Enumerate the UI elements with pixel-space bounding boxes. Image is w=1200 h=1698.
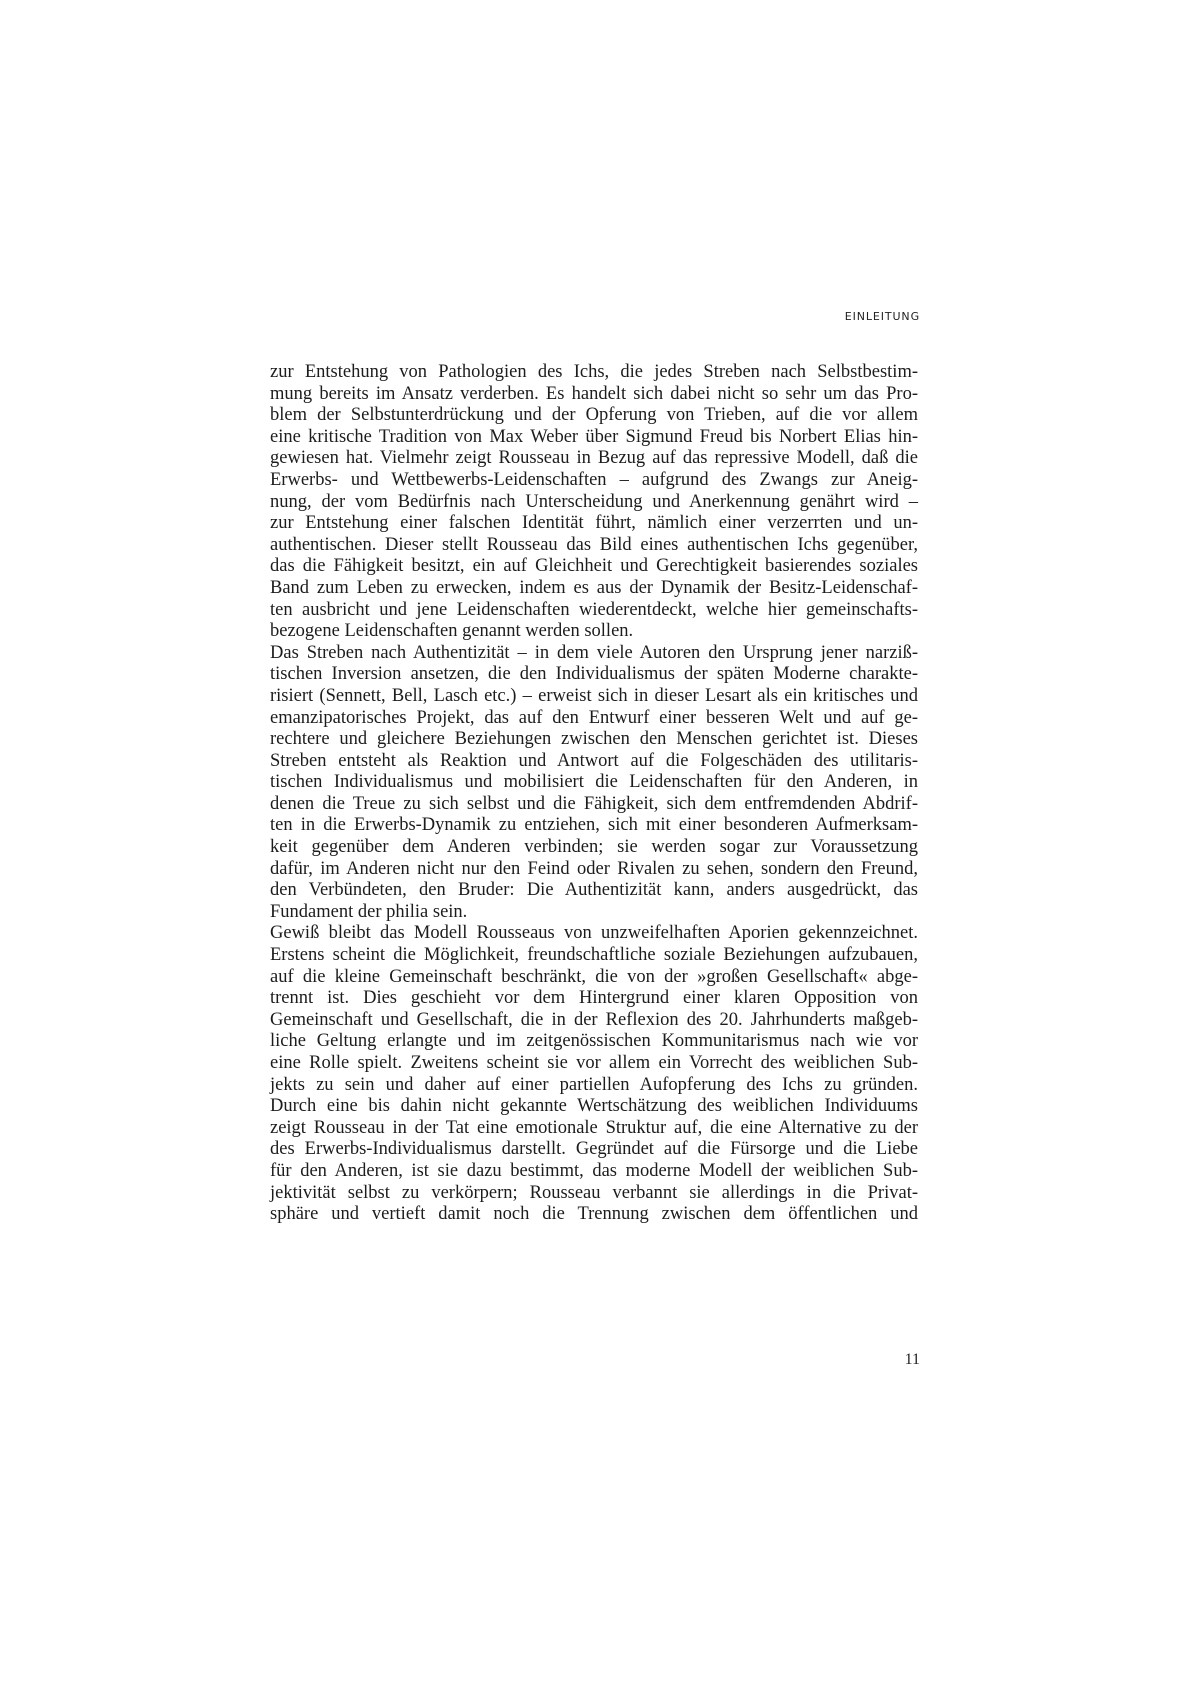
text-line: keit gegenüber dem Anderen verbinden; sie werden sogar zur Voraussetzung <box>270 837 918 858</box>
text-line: eine kritische Tradition von Max Weber über Sigmund Freud bis Norbert Elias hin- <box>270 426 918 447</box>
text-line: des Erwerbs-Individualismus darstellt. Gegründet auf die Fürsorge und die Liebe <box>270 1139 918 1160</box>
text-line: jekts zu sein und daher auf einer partiellen Aufopferung des Ichs zu gründen. <box>270 1074 918 1095</box>
text-line: liche Geltung erlangte und im zeitgenössischen Kommunitarismus nach wie vor <box>270 1031 918 1052</box>
text-line: Erstens scheint die Möglichkeit, freundschaftliche soziale Beziehungen aufzubauen, <box>270 945 918 966</box>
text-line: ten ausbricht und jene Leidenschaften wiederentdeckt, welche hier gemeinschafts- <box>270 599 918 620</box>
running-head: EINLEITUNG <box>844 310 920 323</box>
text-line: authentischen. Dieser stellt Rousseau das Bild eines authentischen Ichs gegenüber, <box>270 534 918 555</box>
text-line: tischen Individualismus und mobilisiert die Leidenschaften für den Anderen, in <box>270 772 918 793</box>
text-line: für den Anderen, ist sie dazu bestimmt, das moderne Modell der weiblichen Sub- <box>270 1160 918 1181</box>
text-line: zur Entstehung von Pathologien des Ichs, die jedes Streben nach Selbstbestim- <box>270 362 918 382</box>
text-line: den Verbündeten, den Bruder: Die Authentizität kann, anders ausgedrückt, das <box>270 880 918 901</box>
text-line: Gewiß bleibt das Modell Rousseaus von unzweifelhaften Aporien gekennzeichnet. <box>270 923 918 944</box>
text-line: trennt ist. Dies geschieht vor dem Hintergrund einer klaren Opposition von <box>270 988 918 1009</box>
text-line: das die Fähigkeit besitzt, ein auf Gleichheit und Gerechtigkeit basierendes soziales <box>270 556 918 577</box>
text-line: mung bereits im Ansatz verderben. Es handelt sich dabei nicht so sehr um das Pro- <box>270 383 918 404</box>
text-line: gewiesen hat. Vielmehr zeigt Rousseau in Bezug auf das repressive Modell, daß die <box>270 448 918 469</box>
text-line: zeigt Rousseau in der Tat eine emotionale Struktur auf, die eine Alternative zu der <box>270 1117 918 1138</box>
text-line: Das Streben nach Authentizität – in dem viele Autoren den Ursprung jener narziß- <box>270 642 918 663</box>
text-line: tischen Inversion ansetzen, die den Individualismus der späten Moderne charakte- <box>270 664 918 685</box>
text-line: eine Rolle spielt. Zweitens scheint sie vor allem ein Vorrecht des weiblichen Sub- <box>270 1053 918 1073</box>
text-line: dafür, im Anderen nicht nur den Feind oder Rivalen zu sehen, sondern den Freund, <box>270 858 918 879</box>
text-line: risiert (Sennett, Bell, Lasch etc.) – erweist sich in dieser Lesart als ein kritisches und <box>270 685 918 706</box>
text-line: Gemeinschaft und Gesellschaft, die in der Reflexion des 20. Jahrhunderts maßgeb- <box>270 1009 918 1030</box>
text-line: ten in die Erwerbs-Dynamik zu entziehen, sich mit einer besonderen Aufmerksam- <box>270 815 918 836</box>
text-line: Band zum Leben zu erwecken, indem es aus der Dynamik der Besitz-Leidenschaf- <box>270 577 918 598</box>
text-line: nung, der vom Bedürfnis nach Unterscheidung und Anerkennung genährt wird – <box>270 491 918 512</box>
text-line: zur Entstehung einer falschen Identität führt, nämlich einer verzerrten und un- <box>270 513 918 534</box>
body-text <box>270 362 918 1226</box>
text-line: Fundament der philia sein. <box>270 901 468 922</box>
text-line: sphäre und vertieft damit noch die Trennung zwischen dem öffentlichen und <box>270 1204 918 1225</box>
text-line: rechtere und gleichere Beziehungen zwischen den Menschen gerichtet ist. Dieses <box>270 729 918 750</box>
text-line: bezogene Leidenschaften genannt werden sollen. <box>270 621 634 642</box>
text-line: auf die kleine Gemeinschaft beschränkt, die von der »großen Gesellschaft« abge- <box>270 966 918 987</box>
text-line: jektivität selbst zu verkörpern; Rousseau verbannt sie allerdings in die Privat- <box>270 1182 918 1203</box>
text-line: Streben entsteht als Reaktion und Antwort auf die Folgeschäden des utilitaris- <box>270 750 918 771</box>
page-number: 11 <box>904 1351 920 1368</box>
text-line: Durch eine bis dahin nicht gekannte Wertschätzung des weiblichen Individuums <box>270 1096 918 1117</box>
text-line: emanzipatorisches Projekt, das auf den Entwurf einer besseren Welt und auf ge- <box>270 707 918 728</box>
text-line: denen die Treue zu sich selbst und die Fähigkeit, sich dem entfremdenden Abdrif- <box>270 793 918 814</box>
text-line: Erwerbs- und Wettbewerbs-Leidenschaften – aufgrund des Zwangs zur Aneig- <box>270 469 918 490</box>
text-line: blem der Selbstunterdrückung und der Opferung von Trieben, auf die vor allem <box>270 405 918 426</box>
